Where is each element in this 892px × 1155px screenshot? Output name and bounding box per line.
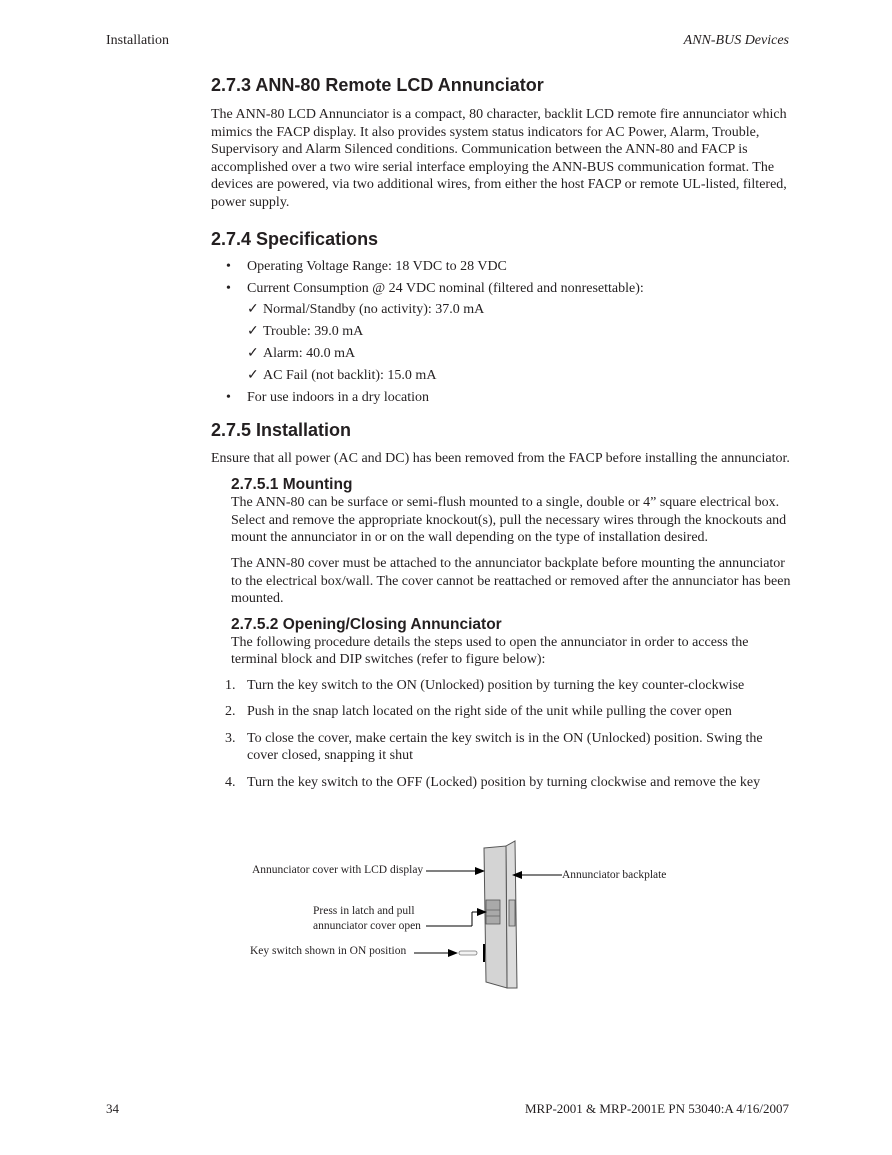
annunciator-figure (240, 838, 700, 998)
step-number: 2. (225, 704, 236, 720)
installation-intro: Ensure that all power (AC and DC) has been removed from the FACP before installing the annunciator. (211, 450, 790, 466)
check-item (247, 345, 791, 363)
checkmark-icon: ✓ (247, 324, 259, 340)
checkmark-icon: ✓ (247, 346, 259, 362)
step-text: Push in the snap latch located on the right side of the unit while pulling the cover open (247, 704, 732, 720)
spec-current-text: Current Consumption @ 24 VDC nominal (filtered and nonresettable): (247, 280, 644, 296)
check-item-text: Trouble: 39.0 mA (263, 324, 364, 340)
spec-location (211, 389, 791, 407)
page-body (211, 74, 791, 800)
label-cover-lcd: Annunciator cover with LCD display (252, 864, 424, 876)
label-latch-line-1: Press in latch and pull (313, 905, 415, 917)
ann80-description: The ANN-80 LCD Annunciator is a compact, 80 character, backlit LCD remote fire annunciator which mimics the FACP display. It also provides system status indicators for AC Power, Alarm, Trouble, Supervisory and Alarm Silenced conditions. Communication between the ANN-80 and FACP is accomplished over a two wire serial interface employing the ANN-BUS communication format. The devices are powered, via two additional wires, from either the host FACP or remote UL-listed, filtered, power supply. (211, 107, 787, 210)
step-item (211, 677, 791, 695)
running-header-chapter: ANN-BUS Devices (683, 33, 789, 48)
step-item (211, 703, 791, 721)
label-latch-line-2: annunciator cover open (313, 920, 421, 932)
step-text: To close the cover, make certain the key switch is in the ON (Unlocked) position. Swing the cover closed, snapping it shut (247, 730, 763, 764)
spec-voltage (211, 258, 791, 276)
latch-tab (509, 900, 515, 926)
checkmark-icon: ✓ (247, 302, 259, 318)
heading-2-7-4: 2.7.4 Specifications (211, 228, 379, 249)
step-number: 1. (225, 678, 236, 694)
label-backplate: Annunciator backplate (562, 869, 667, 881)
check-item (247, 367, 791, 385)
step-item (211, 730, 791, 765)
page-number: 34 (106, 1101, 119, 1116)
subsection-mounting (231, 476, 791, 669)
spec-voltage-text: Operating Voltage Range: 18 VDC to 28 VDC (247, 258, 507, 274)
step-number: 3. (225, 730, 236, 746)
opening-intro: The following procedure details the steps used to open the annunciator in order to access the terminal block and DIP switches (refer to figure below): (231, 634, 749, 668)
mounting-para-2: The ANN-80 cover must be attached to the annunciator backplate before mounting the annunciator to the electrical box/wall. The cover cannot be reattached or removed after the annunciator has been mounted. (231, 556, 791, 607)
heading-2-7-5-1: 2.7.5.1 Mounting (231, 476, 353, 494)
document-info: MRP-2001 & MRP-2001E PN 53040:A 4/16/2007 (524, 1101, 789, 1116)
latch-block (486, 900, 500, 924)
heading-2-7-3: 2.7.3 ANN-80 Remote LCD Annunciator (211, 75, 544, 95)
heading-2-7-5: 2.7.5 Installation (211, 419, 352, 440)
label-key-switch: Key switch shown in ON position (250, 945, 407, 957)
heading-2-7-5-2: 2.7.5.2 Opening/Closing Annunciator (231, 615, 502, 633)
specifications-list (211, 258, 791, 407)
check-item-text: Alarm: 40.0 mA (263, 346, 356, 362)
running-header-section: Installation (106, 33, 169, 48)
spec-current (211, 280, 791, 385)
check-item (247, 301, 791, 319)
spec-location-text: For use indoors in a dry location (247, 390, 429, 406)
step-number: 4. (225, 774, 236, 790)
check-item-text: AC Fail (not backlit): 15.0 mA (263, 368, 437, 384)
step-text: Turn the key switch to the OFF (Locked) position by turning clockwise and remove the key (247, 774, 761, 790)
annunciator-side-view (240, 838, 700, 998)
key-shape (459, 951, 477, 955)
procedure-steps (211, 677, 791, 791)
current-checklist (247, 301, 791, 385)
mounting-para-1: The ANN-80 can be surface or semi-flush mounted to a single, double or 4” square electrical box. Select and remove the appropriate knockout(s), pull the necessary wires through the knockouts and mount the annunciator in or on the wall depending on the type of installation desired. (231, 495, 787, 546)
checkmark-icon: ✓ (247, 368, 259, 384)
step-item (211, 774, 791, 792)
step-text: Turn the key switch to the ON (Unlocked) position by turning the key counter-clockwise (247, 678, 745, 694)
check-item (247, 323, 791, 341)
check-item-text: Normal/Standby (no activity): 37.0 mA (263, 302, 485, 318)
